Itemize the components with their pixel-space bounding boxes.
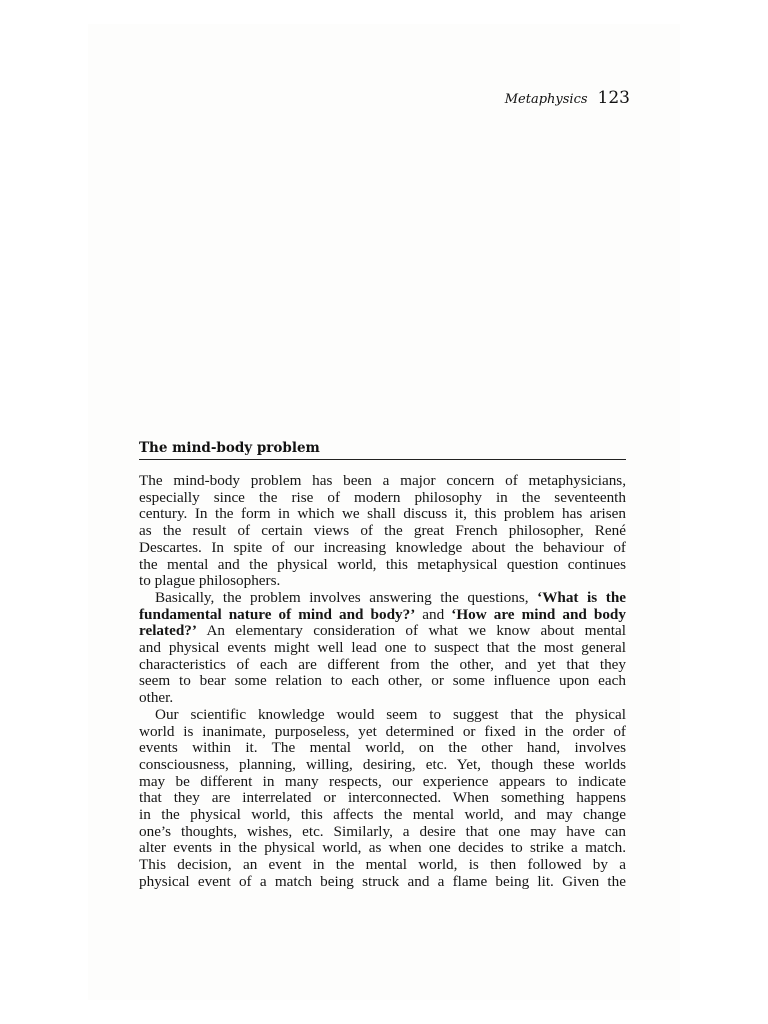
text-line: one’s thoughts, wishes, etc. Similarly, a desire that one may have can <box>139 822 626 840</box>
text-line: in the physical world, this affects the mental world, and may change <box>139 806 626 824</box>
text-line: that they are interrelated or interconnected. When something happens <box>139 789 626 807</box>
text-line: events within it. The mental world, on the other hand, involves <box>139 739 626 757</box>
text-line: the mental and the physical world, this metaphysical question continues <box>139 555 626 573</box>
bold-question: ‘What is the <box>537 588 627 606</box>
text-line: This decision, an event in the mental world, is then followed by a <box>139 856 626 874</box>
text-line: characteristics of each are different from the other, and yet that they <box>139 655 626 673</box>
running-title: Metaphysics <box>504 92 588 107</box>
page-number: 123 <box>597 88 630 108</box>
text-line: Descartes. In spite of our increasing knowledge about the behaviour of <box>139 538 626 556</box>
text-line: related?’ An elementary consideration of what we know about mental <box>139 622 626 640</box>
text-line: especially since the rise of modern philosophy in the seventeenth <box>139 488 626 506</box>
text-line: and physical events might well lead one to suspect that the most general <box>139 639 626 657</box>
text-line: to plague philosophers. <box>139 572 281 590</box>
text-line: The mind-body problem has been a major concern of metaphysicians, <box>139 472 626 489</box>
text-line: Basically, the problem involves answering the questions, ‘What is the <box>155 588 627 606</box>
text-line: other. <box>139 689 174 707</box>
text-line: century. In the form in which we shall discuss it, this problem has arisen <box>139 505 626 523</box>
body-text <box>139 473 626 891</box>
bold-question: ‘How are mind and body <box>451 605 626 623</box>
text-line: consciousness, planning, willing, desiring, etc. Yet, though these worlds <box>139 755 626 773</box>
text-line: physical event of a match being struck and a flame being lit. Given the <box>139 872 626 890</box>
text-line: alter events in the physical world, as when one decides to strike a match. <box>139 839 626 857</box>
section-heading: The mind-body problem <box>139 440 626 460</box>
bold-question: related?’ <box>139 622 197 640</box>
running-head <box>505 88 630 108</box>
text-line: Our scientific knowledge would seem to suggest that the physical <box>155 705 626 723</box>
text-line: as the result of certain views of the great French philosopher, René <box>139 522 626 540</box>
bold-question: fundamental nature of mind and body?’ <box>139 605 416 623</box>
text-line: seem to bear some relation to each other, or some influence upon each <box>139 672 626 690</box>
text-line: may be different in many respects, our experience appears to indicate <box>139 772 626 790</box>
text-line: world is inanimate, purposeless, yet determined or fixed in the order of <box>139 722 626 740</box>
text-line: fundamental nature of mind and body?’ and ‘How are mind and body <box>139 605 626 623</box>
